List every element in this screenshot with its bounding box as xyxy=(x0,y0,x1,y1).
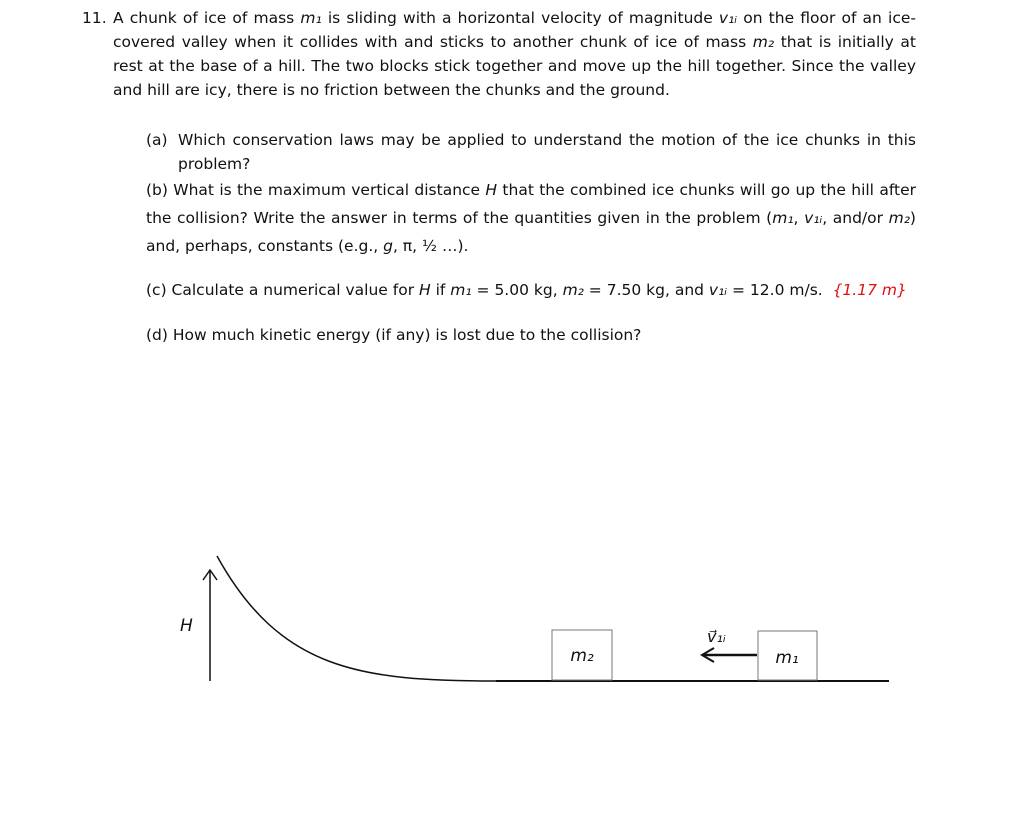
stem-v1i: v₁ᵢ xyxy=(718,9,738,27)
stem-text-4: that is initially at rest at the base of a hill. The two blocks stick together and move up the hill together. Since the valley and hill are icy, there is no friction between the chunks and the ground. xyxy=(113,33,917,99)
block-m1-label: m₁ xyxy=(775,648,799,668)
part-c-v1i: v₁ᵢ xyxy=(708,281,728,299)
part-c-text-2: if xyxy=(430,281,451,299)
velocity-label: v⃗₁ᵢ xyxy=(707,627,726,646)
stem-text-2: is sliding with a horizontal velocity of magnitude xyxy=(321,9,719,27)
part-c-H: H xyxy=(419,281,431,299)
part-c-answer: {1.17 m} xyxy=(832,281,907,299)
part-b-v1i: v₁ᵢ xyxy=(804,209,823,227)
stem-m2: m₂ xyxy=(752,33,775,51)
part-c-m2: m₂ xyxy=(562,281,584,299)
part-c-text-1: (c) Calculate a numerical value for xyxy=(146,281,420,299)
part-b-text-4: , π, ½ …). xyxy=(392,237,469,255)
part-b-comma-1: , xyxy=(793,209,805,227)
part-a-text: Which conservation laws may be applied to understand the motion of the ice chunks in this problem? xyxy=(178,131,916,173)
block-m2-label: m₂ xyxy=(570,646,594,666)
part-c-m1: m₁ xyxy=(450,281,472,299)
part-b-g: g xyxy=(383,237,393,255)
part-b-text-1: (b) What is the maximum vertical distance xyxy=(146,181,486,199)
part-b-text-3: ) and, perhaps, constants (e.g., xyxy=(146,209,916,255)
stem-text-1: A chunk of ice of mass xyxy=(113,9,301,27)
part-b-H: H xyxy=(485,181,498,199)
part-c-text-5: = 12.0 m/s. xyxy=(727,281,823,299)
part-c-text-4: = 7.50 kg, and xyxy=(583,281,709,299)
stem-text-3: on the floor of an ice-covered valley when it collides with and sticks to another chunk of ice of mass xyxy=(113,9,916,51)
part-a-label: (a) xyxy=(146,131,168,149)
part-b-text-2: that the combined ice chunks will go up the hill after the collision? Write the answer in terms of the quantities given in the problem ( xyxy=(146,181,916,227)
part-b-m2: m₂ xyxy=(888,209,910,227)
part-b-comma-2: , and/or xyxy=(822,209,889,227)
part-b-m1: m₁ xyxy=(772,209,794,227)
part-c-text-3: = 5.00 kg, xyxy=(471,281,563,299)
height-label: H xyxy=(180,616,193,636)
stem-m1: m₁ xyxy=(300,9,322,27)
problem-number: 11. xyxy=(82,9,107,27)
hill-curve xyxy=(217,556,496,681)
part-d-text: (d) How much kinetic energy (if any) is lost due to the collision? xyxy=(146,326,642,344)
